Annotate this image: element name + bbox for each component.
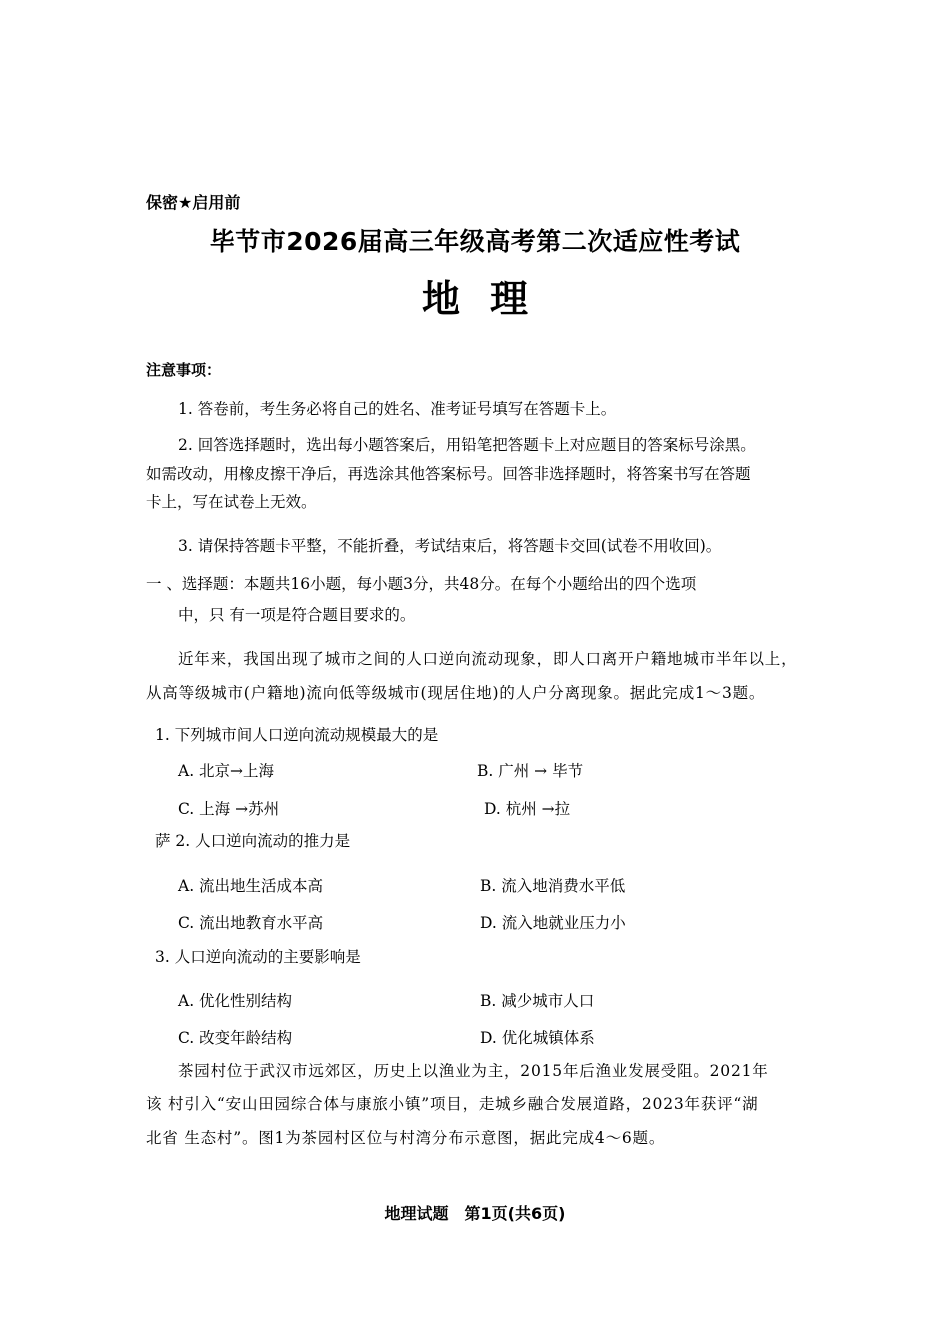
notice-item-3: 3. 请保持答题卡平整，不能折叠，考试结束后，将答题卡交回(试卷不用收回)。	[178, 537, 722, 555]
question-2-option-c: C. 流出地教育水平高	[178, 914, 324, 932]
question-3-option-b: B. 减少城市人口	[480, 992, 595, 1010]
page-footer: 地理试题 第1页(共6页)	[384, 1204, 566, 1223]
question-1-option-a: A. 北京→上海	[178, 762, 275, 780]
passage-2-line-3: 北省 生态村”。图1为茶园村区位与村湾分布示意图，据此完成4～6题。	[146, 1129, 666, 1147]
question-3-option-d: D. 优化城镇体系	[480, 1029, 595, 1047]
notice-item-2-line-3: 卡上，写在试卷上无效。	[146, 493, 317, 511]
exam-title: 毕节市2026届高三年级高考第二次适应性考试	[209, 227, 741, 256]
question-1-option-b: B. 广州 → 毕节	[477, 762, 584, 780]
passage-2-line-2: 该 村引入“安山田园综合体与康旅小镇”项目，走城乡融合发展道路，2023年获评“湖	[146, 1095, 759, 1113]
question-2-stem: 萨 2. 人口逆向流动的推力是	[155, 832, 351, 850]
question-2-option-d: D. 流入地就业压力小	[480, 914, 626, 932]
passage-2-line-1: 茶园村位于武汉市远郊区，历史上以渔业为主，2015年后渔业发展受阻。2021年	[178, 1062, 769, 1080]
passage-1-line-1: 近年来，我国出现了城市之间的人口逆向流动现象，即人口离开户籍地城市半年以上，	[178, 650, 798, 668]
notice-item-1: 1. 答卷前，考生务必将自己的姓名、准考证号填写在答题卡上。	[178, 400, 617, 418]
question-1-option-d: D. 杭州 →拉	[484, 800, 571, 818]
subject-title: 地理	[421, 277, 558, 321]
question-1-option-c: C. 上海 →苏州	[178, 800, 280, 818]
question-1-stem: 1. 下列城市间人口逆向流动规模最大的是	[155, 726, 439, 744]
question-3-option-a: A. 优化性别结构	[178, 992, 293, 1010]
question-3-option-c: C. 改变年龄结构	[178, 1029, 293, 1047]
section-1-heading-line-2: 中，只 有一项是符合题目要求的。	[178, 606, 416, 624]
question-3-stem: 3. 人口逆向流动的主要影响是	[155, 948, 361, 966]
notice-heading: 注意事项：	[146, 361, 222, 379]
notice-item-2-line-2: 如需改动，用橡皮擦干净后，再选涂其他答案标号。回答非选择题时，将答案书写在答题	[146, 465, 751, 483]
question-2-option-b: B. 流入地消费水平低	[480, 877, 626, 895]
question-2-option-a: A. 流出地生活成本高	[178, 877, 324, 895]
section-1-heading-line-1: 一 、选择题：本题共16小题，每小题3分，共48分。在每个小题给出的四个选项	[146, 575, 697, 593]
notice-item-2-line-1: 2. 回答选择题时，选出每小题答案后，用铅笔把答题卡上对应题目的答案标号涂黑。	[178, 436, 756, 454]
passage-1-line-2: 从高等级城市(户籍地)流向低等级城市(现居住地)的人户分离现象。据此完成1～3题。	[146, 684, 766, 702]
confidential-label: 保密★启用前	[146, 193, 241, 212]
